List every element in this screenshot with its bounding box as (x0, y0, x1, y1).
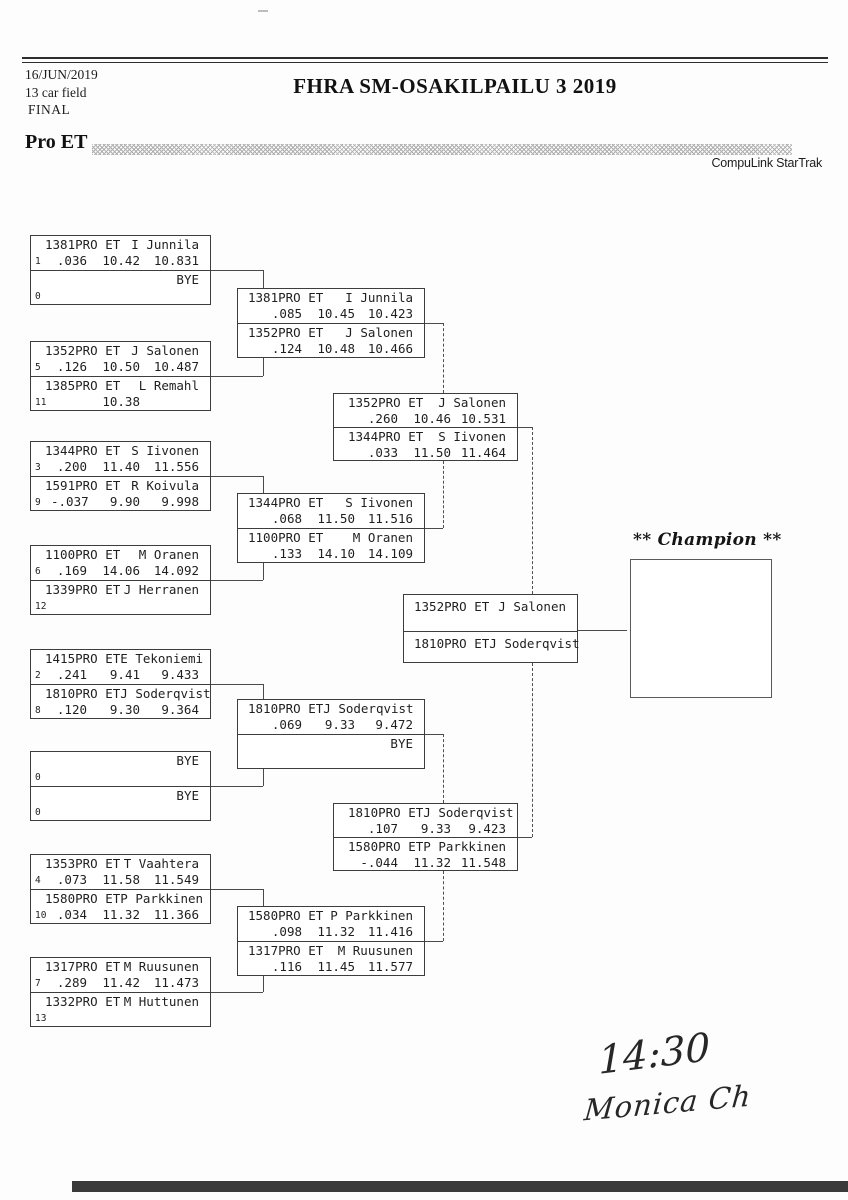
car-number: 1352PRO ET (414, 599, 490, 614)
elapsed-time: 11.548 (460, 855, 506, 870)
seed-number (238, 341, 258, 357)
car-number (31, 753, 45, 769)
dial-in: 14.06 (102, 563, 140, 578)
entry-top (334, 804, 517, 837)
entry-top (238, 494, 424, 528)
car-number: 1332PRO ET (45, 994, 121, 1009)
connector-line (263, 270, 264, 288)
elapsed-time (140, 598, 210, 614)
dial-in (87, 1010, 140, 1026)
driver-name: I Junnila (345, 290, 413, 305)
seed-number: 1 (35, 256, 41, 267)
connector-line (518, 427, 532, 428)
dial-in: 10.46 (413, 411, 451, 426)
entry-top (31, 546, 210, 580)
car-number: 1810PRO ET (45, 686, 121, 701)
elapsed-time (140, 288, 210, 304)
driver-name: P Parkkinen (120, 891, 204, 906)
reaction-time: -.037 (51, 494, 89, 509)
match-box-semifinal-1 (333, 393, 518, 461)
champion-label: ** Champion ** (633, 530, 782, 550)
elapsed-time: 10.531 (460, 411, 506, 426)
entry-top (404, 595, 577, 631)
dial-in: 9.90 (109, 494, 140, 509)
elapsed-time: 11.416 (367, 924, 413, 939)
entry-bottom (31, 476, 210, 510)
elapsed-time: 11.473 (153, 975, 199, 990)
connector-line (211, 270, 263, 271)
entry-bottom (31, 270, 210, 304)
entry-bottom (238, 734, 424, 768)
connector-line (211, 684, 263, 685)
driver-name: BYE (176, 788, 199, 803)
driver-name: J Salonen (438, 395, 506, 410)
car-number: 1317PRO ET (45, 959, 121, 974)
car-number: 1591PRO ET (45, 478, 121, 493)
driver-name: M Huttunen (123, 994, 199, 1009)
driver-name: P Parkkinen (330, 908, 413, 923)
reaction-time: .085 (271, 306, 302, 321)
seed-number: 13 (35, 1013, 47, 1024)
dial-in: 11.40 (102, 459, 140, 474)
elapsed-time: 10.466 (367, 341, 413, 356)
car-number (31, 788, 45, 804)
connector-line (263, 976, 264, 992)
elapsed-time (355, 752, 424, 768)
elapsed-time: 9.364 (161, 702, 199, 717)
handwritten-time: 14:30 (598, 1025, 711, 1084)
reaction-time: .289 (56, 975, 87, 990)
match-box-round1-2 (30, 341, 211, 411)
elapsed-time: 11.549 (153, 872, 199, 887)
car-number: 1100PRO ET (45, 547, 121, 562)
entry-bottom (404, 631, 580, 662)
driver-name: M Oranen (352, 530, 413, 545)
elapsed-time: 11.366 (153, 907, 199, 922)
seed-number (238, 511, 258, 527)
connector-line (211, 992, 263, 993)
car-number: 1381PRO ET (45, 237, 121, 252)
seed-number (238, 546, 258, 562)
reaction-time (51, 1010, 87, 1026)
entry-bottom (334, 427, 517, 460)
entry-bottom (31, 684, 210, 718)
connector-dashed-line (532, 427, 533, 594)
dial-in: 9.30 (109, 702, 140, 717)
dial-in: 11.50 (413, 445, 451, 460)
driver-name: J Salonen (131, 343, 199, 358)
car-number: 1317PRO ET (248, 943, 324, 958)
seed-number (334, 445, 354, 461)
connector-line (263, 769, 264, 786)
driver-name: J Soderqvist (489, 636, 580, 652)
elapsed-time: 14.092 (153, 563, 199, 578)
dial-in (87, 288, 140, 304)
entry-top (238, 700, 424, 734)
driver-name: BYE (176, 272, 199, 287)
seed-number: 5 (35, 362, 41, 373)
dial-in (87, 804, 140, 820)
entry-bottom (238, 323, 424, 357)
seed-number: 4 (35, 875, 41, 886)
connector-line (263, 684, 264, 699)
connector-dashed-line (443, 734, 444, 803)
car-number: 1100PRO ET (248, 530, 324, 545)
entry-bottom (31, 376, 210, 410)
connector-line (263, 476, 264, 493)
seed-number: 0 (35, 291, 41, 302)
car-number: 1580PRO ET (348, 839, 424, 854)
reaction-time: .126 (56, 359, 87, 374)
driver-name: J Soderqvist (323, 701, 414, 716)
reaction-time: .120 (56, 702, 87, 717)
connector-line (211, 476, 263, 477)
driver-name: M Ruusunen (123, 959, 199, 974)
driver-name: J Soderqvist (423, 805, 514, 820)
dial-in (87, 769, 140, 785)
driver-name: E Tekoniemi (120, 651, 204, 666)
reaction-time: .073 (56, 872, 87, 887)
entry-bottom (31, 580, 210, 614)
dial-in: 9.33 (420, 821, 451, 836)
reaction-time (51, 394, 87, 410)
connector-line (263, 358, 264, 376)
match-box-round1-1 (30, 235, 211, 305)
seed-number (238, 752, 258, 768)
car-number: 1810PRO ET (348, 805, 424, 820)
match-box-round1-8 (30, 957, 211, 1027)
driver-name: S Iivonen (438, 429, 506, 444)
car-number: 1385PRO ET (45, 378, 121, 393)
car-number: 1352PRO ET (45, 343, 121, 358)
reaction-time: -.044 (360, 855, 398, 870)
reaction-time: .036 (56, 253, 87, 268)
match-box-round1-5 (30, 649, 211, 719)
reaction-time: .069 (271, 717, 302, 732)
elapsed-time (140, 769, 210, 785)
car-number: 1810PRO ET (414, 636, 490, 652)
connector-dashed-line (443, 461, 444, 528)
elapsed-time: 10.487 (153, 359, 199, 374)
reaction-time: .241 (56, 667, 87, 682)
elapsed-time (140, 1010, 210, 1026)
elapsed-time (140, 804, 210, 820)
seed-number (238, 924, 258, 940)
entry-top (31, 650, 210, 684)
entry-top (31, 752, 210, 786)
connector-line (263, 889, 264, 906)
reaction-time (51, 804, 87, 820)
car-number (238, 736, 248, 752)
event-title: FHRA SM-OSAKILPAILU 3 2019 (293, 74, 617, 98)
driver-name: J Herranen (123, 582, 199, 597)
connector-line (211, 376, 263, 377)
reaction-time (51, 288, 87, 304)
driver-name: S Iivonen (131, 443, 199, 458)
seed-number (238, 306, 258, 322)
seed-number: 8 (35, 705, 41, 716)
dial-in: 10.48 (317, 341, 355, 356)
car-number: 1353PRO ET (45, 856, 121, 871)
dial-in: 11.50 (317, 511, 355, 526)
elapsed-time: 11.464 (460, 445, 506, 460)
elapsed-time: 10.423 (367, 306, 413, 321)
connector-line (425, 323, 443, 324)
car-number: 1352PRO ET (248, 325, 324, 340)
seed-number: 9 (35, 497, 41, 508)
entry-top (31, 958, 210, 992)
connector-line (425, 941, 443, 942)
dial-in: 14.10 (317, 546, 355, 561)
connector-line (263, 563, 264, 580)
car-number: 1580PRO ET (45, 891, 121, 906)
reaction-time: .200 (56, 459, 87, 474)
dial-in: 10.42 (102, 253, 140, 268)
dial-in: 11.42 (102, 975, 140, 990)
class-title-hatch-rule (92, 144, 792, 155)
car-number: 1344PRO ET (348, 429, 424, 444)
match-box-round2-2 (237, 493, 425, 563)
seed-number: 0 (35, 807, 41, 818)
driver-name: L Remahl (138, 378, 199, 393)
dial-in: 11.32 (413, 855, 451, 870)
reaction-time: .098 (271, 924, 302, 939)
driver-name: J Salonen (498, 599, 566, 614)
elapsed-time (140, 394, 210, 410)
seed-number: 2 (35, 670, 41, 681)
dial-in: 9.33 (324, 717, 355, 732)
driver-name: I Junnila (131, 237, 199, 252)
seed-number (334, 821, 354, 837)
driver-name: BYE (390, 736, 413, 751)
dial-in: 10.50 (102, 359, 140, 374)
driver-name: J Soderqvist (120, 686, 211, 701)
driver-name: R Koivula (131, 478, 199, 493)
reaction-time (51, 598, 87, 614)
match-box-round1-7 (30, 854, 211, 924)
reaction-time: .124 (271, 341, 302, 356)
match-box-round1-4 (30, 545, 211, 615)
car-number: 1344PRO ET (248, 495, 324, 510)
match-box-semifinal-2 (333, 803, 518, 871)
header-double-rule (22, 57, 828, 63)
driver-name: M Oranen (138, 547, 199, 562)
reaction-time (258, 752, 302, 768)
seed-number: 7 (35, 978, 41, 989)
connector-dashed-line (532, 663, 533, 837)
dial-in: 11.45 (317, 959, 355, 974)
elapsed-time: 10.831 (153, 253, 199, 268)
connector-line (578, 630, 627, 631)
dial-in: 10.45 (317, 306, 355, 321)
field-size: 13 car field (25, 84, 87, 100)
event-date: 16/JUN/2019 (25, 67, 98, 82)
car-number: 1344PRO ET (45, 443, 121, 458)
reaction-time: .034 (56, 907, 87, 922)
dial-in (87, 598, 140, 614)
seed-number: 12 (35, 601, 47, 612)
entry-top (31, 855, 210, 889)
dial-in: 11.58 (102, 872, 140, 887)
connector-line (425, 734, 443, 735)
driver-name: T Vaahtera (123, 856, 199, 871)
seed-number: 3 (35, 462, 41, 473)
reaction-time (51, 769, 87, 785)
car-number: 1381PRO ET (248, 290, 324, 305)
entry-bottom (238, 941, 424, 975)
car-number: 1580PRO ET (248, 908, 324, 923)
reaction-time: .107 (367, 821, 398, 836)
handwritten-signature: Monica Ch (582, 1078, 753, 1128)
car-number: 1810PRO ET (248, 701, 324, 716)
connector-dashed-line (443, 323, 444, 393)
seed-number (238, 959, 258, 975)
dial-in: 9.41 (109, 667, 140, 682)
elapsed-time: 11.577 (367, 959, 413, 974)
connector-line (211, 580, 263, 581)
connector-line (211, 786, 263, 787)
reaction-time: .068 (271, 511, 302, 526)
elapsed-time: 9.423 (468, 821, 506, 836)
connector-line (211, 889, 263, 890)
car-number: 1415PRO ET (45, 651, 121, 666)
driver-name: J Salonen (345, 325, 413, 340)
match-box-round1-3 (30, 441, 211, 511)
reaction-time: .116 (271, 959, 302, 974)
match-box-round2-4 (237, 906, 425, 976)
entry-top (334, 394, 517, 427)
entry-top (238, 907, 424, 941)
dial-in (302, 752, 355, 768)
connector-line (425, 528, 443, 529)
connector-dashed-line (443, 871, 444, 941)
connector-line (518, 837, 532, 838)
entry-top (31, 236, 210, 270)
reaction-time: .033 (367, 445, 398, 460)
seed-number (334, 411, 354, 427)
entry-top (31, 342, 210, 376)
match-box-round1-6 (30, 751, 211, 821)
dial-in: 11.32 (102, 907, 140, 922)
seed-number: 0 (35, 772, 41, 783)
seed-number (334, 855, 354, 871)
entry-bottom (238, 528, 424, 562)
dial-in: 11.32 (317, 924, 355, 939)
elapsed-time: 9.472 (375, 717, 413, 732)
round-label: FINAL (28, 102, 71, 117)
driver-name: BYE (176, 753, 199, 768)
driver-name: P Parkkinen (423, 839, 507, 854)
driver-name: S Iivonen (345, 495, 413, 510)
reaction-time: .169 (56, 563, 87, 578)
seed-number: 6 (35, 566, 41, 577)
timing-system-brand: CompuLink StarTrak (711, 156, 822, 170)
class-title: Pro ET (25, 131, 88, 153)
car-number: 1352PRO ET (348, 395, 424, 410)
entry-bottom (334, 837, 517, 870)
car-number (31, 272, 45, 288)
reaction-time: .260 (367, 411, 398, 426)
match-box-round2-1 (237, 288, 425, 358)
dial-in: 10.38 (102, 394, 140, 409)
scan-speck (258, 10, 268, 12)
driver-name: M Ruusunen (337, 943, 413, 958)
elapsed-time: 14.109 (367, 546, 413, 561)
reaction-time: .133 (271, 546, 302, 561)
champion-box (630, 559, 772, 698)
seed-number (238, 717, 258, 733)
match-box-round2-3 (237, 699, 425, 769)
entry-top (238, 289, 424, 323)
match-box-final (403, 594, 578, 663)
elapsed-time: 9.433 (161, 667, 199, 682)
seed-number: 11 (35, 397, 47, 408)
car-number: 1339PRO ET (45, 582, 121, 597)
seed-number: 10 (35, 910, 47, 921)
elapsed-time: 9.998 (161, 494, 199, 509)
entry-top (31, 442, 210, 476)
entry-bottom (31, 786, 210, 820)
elapsed-time: 11.556 (153, 459, 199, 474)
entry-bottom (31, 992, 210, 1026)
entry-bottom (31, 889, 210, 923)
scan-bottom-edge (72, 1181, 848, 1192)
elapsed-time: 11.516 (367, 511, 413, 526)
